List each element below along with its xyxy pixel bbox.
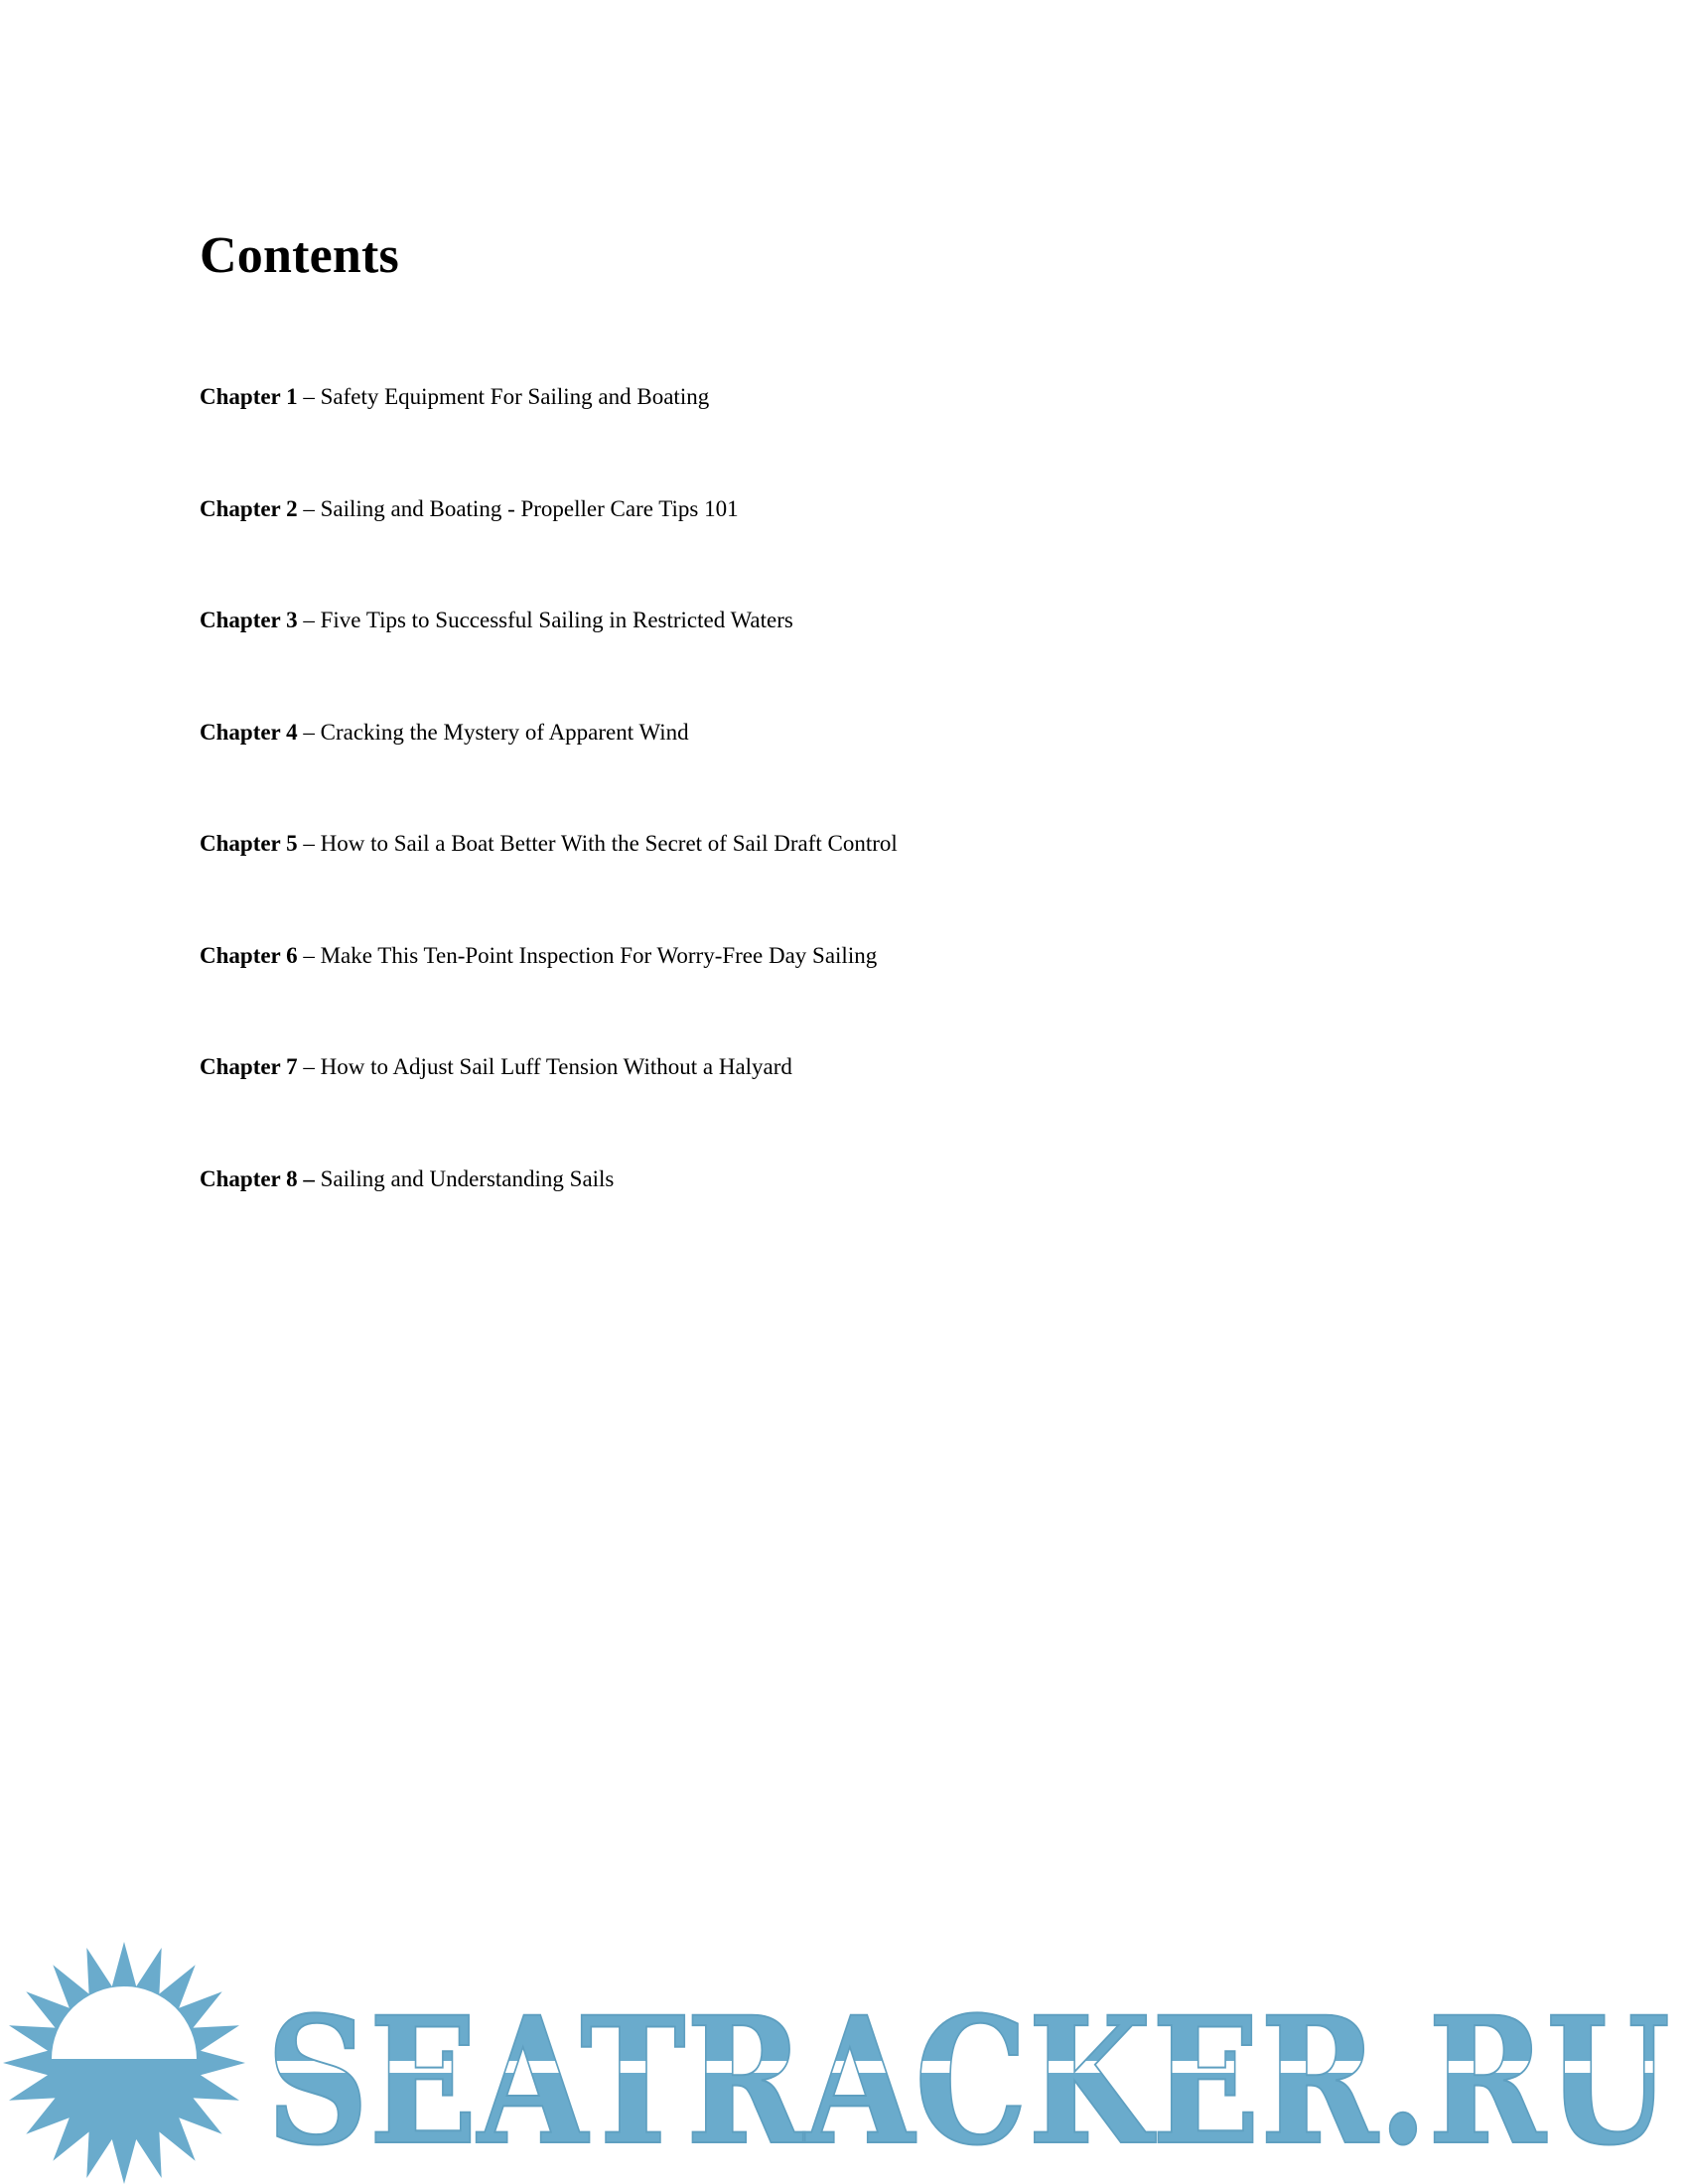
toc-item [200,717,898,829]
toc-item [200,828,898,940]
toc-chapter-title: Cracking the Mystery of Apparent Wind [320,719,689,745]
toc-separator: – [297,719,321,745]
toc-chapter-label: Chapter 7 [200,1054,298,1079]
toc-item [200,940,898,1052]
toc-item [200,1051,898,1163]
toc-chapter-title: How to Adjust Sail Luff Tension Without a Halyard [320,1054,792,1079]
toc-chapter-label: Chapter 6 [200,942,298,968]
toc-chapter-label: Chapter 2 [200,495,298,521]
toc-chapter-title: Safety Equipment For Sailing and Boating [320,384,710,409]
toc-chapter-label: Chapter 4 [200,719,298,745]
toc-separator: – [297,608,321,632]
toc-separator: – [297,942,321,968]
toc-separator: – [297,1054,321,1079]
toc-separator: – [297,384,321,409]
toc-item [200,381,898,493]
toc-chapter-title: Make This Ten-Point Inspection For Worry-Free Day Sailing [320,942,878,968]
sun-icon [3,1942,245,2184]
toc-item [200,605,898,717]
toc-item [200,1163,898,1276]
toc-chapter-title: How to Sail a Boat Better With the Secret of Sail Draft Control [320,831,898,856]
watermark-logo [0,1926,1688,2184]
toc-chapter-title: Sailing and Understanding Sails [320,1165,615,1191]
toc-chapter-title: Sailing and Boating - Propeller Care Tips 101 [320,495,739,521]
toc-chapter-label: Chapter 5 [200,831,298,856]
toc-chapter-label: Chapter 1 [200,384,298,409]
toc-separator: – [297,495,321,521]
toc-chapter-title: Five Tips to Successful Sailing in Restricted Waters [320,608,793,632]
table-of-contents [200,381,898,1275]
toc-item [200,493,898,606]
toc-chapter-label: Chapter 8 – [200,1165,315,1191]
toc-chapter-label: Chapter 3 [200,608,298,632]
page-title: Contents [200,227,399,284]
toc-separator: – [297,831,321,856]
watermark-text: SEATRACKER.RU [266,1979,1670,2184]
